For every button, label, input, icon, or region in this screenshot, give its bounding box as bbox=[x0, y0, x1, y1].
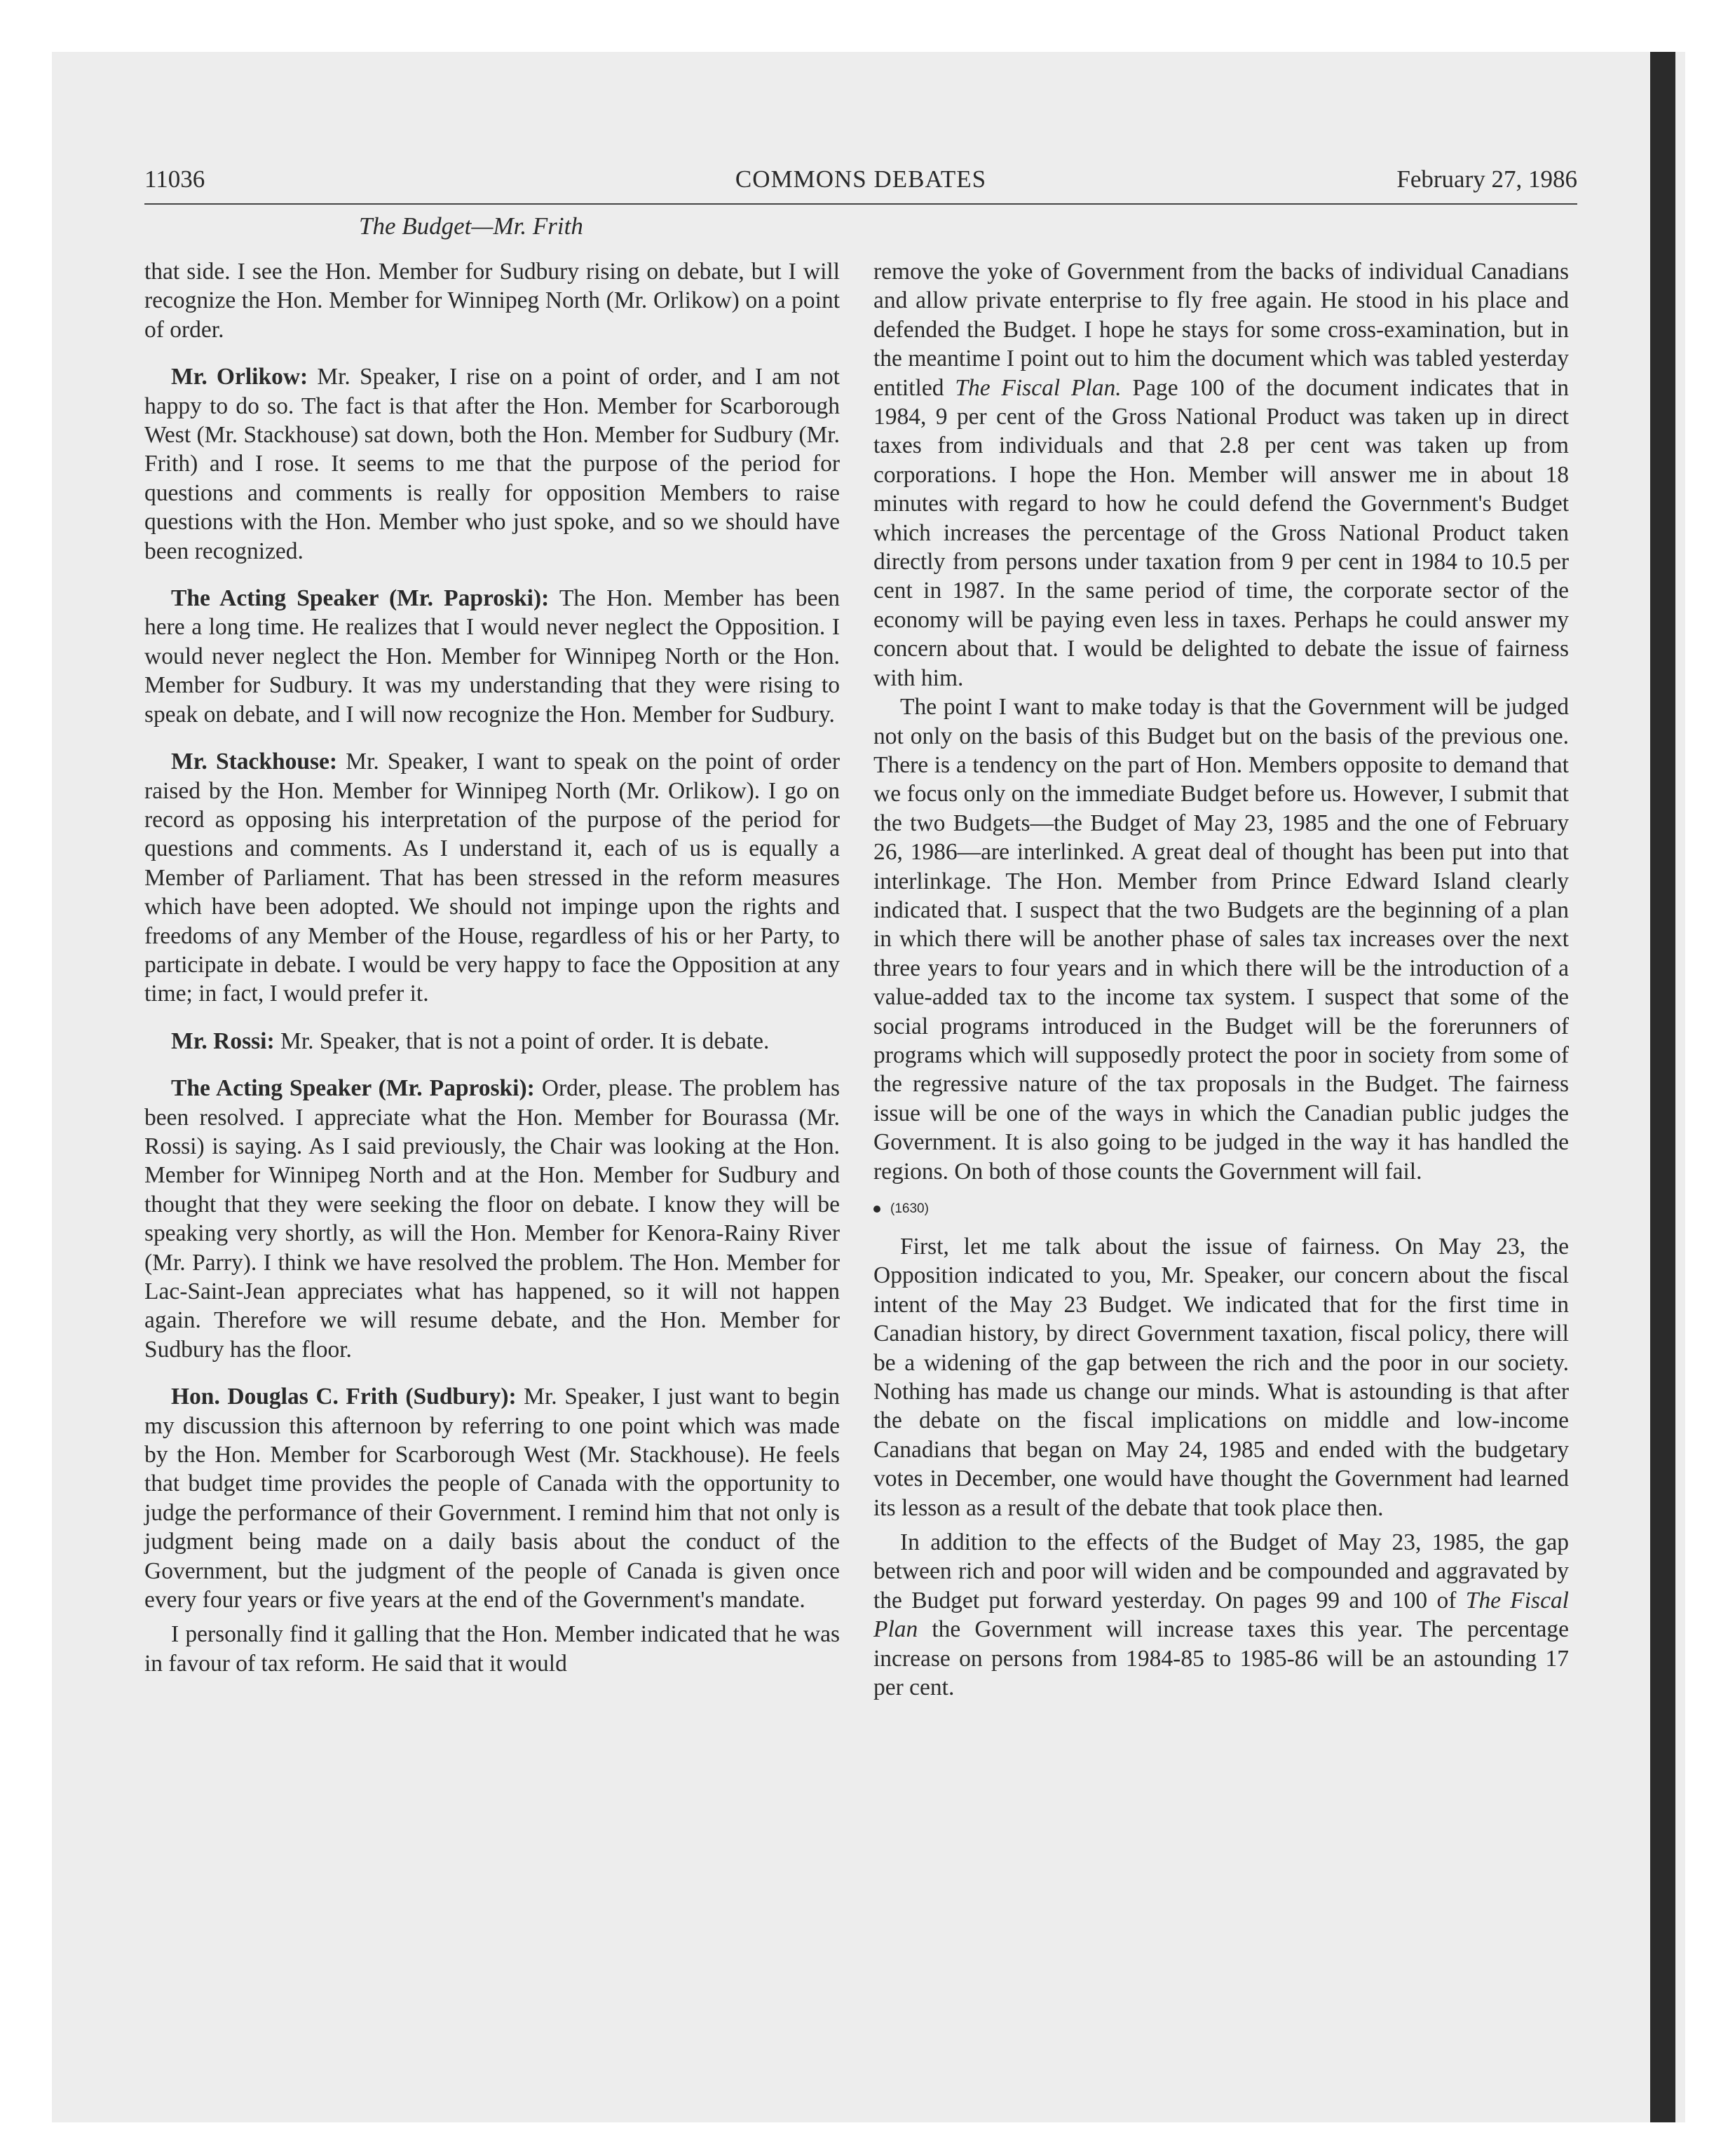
page-edge-shadow bbox=[1650, 52, 1675, 2122]
speech-acting-speaker bbox=[144, 584, 840, 729]
time-marker bbox=[873, 1199, 1569, 1220]
speech-text: The Hon. Member has been here a long time. He realizes that I would never neglect the Opposition. I would never neglect the Hon. Member for Winnipeg North or the Hon. Member for Sudbury. It was my understanding that they were rising to speak on debate, and I will now recognize the Hon. Member for Sudbury. bbox=[144, 585, 840, 728]
speaker-name: Mr. Orlikow: bbox=[171, 364, 308, 390]
speech-text: Mr. Speaker, I just want to begin my discussion this afternoon by referring to one point which was made by the Hon. Member for Scarborough West (Mr. Stackhouse). He feels that budget time provides the people of Canada with the opportunity to judge the performance of their Government. I remind him that not only is judgment being made on a daily basis about the conduct of the Government, but the judgment of the people of Canada is given once every four years or five years at the end of the Government's mandate. bbox=[144, 1384, 840, 1613]
paragraph bbox=[873, 257, 1569, 692]
speaker-name: Hon. Douglas C. Frith (Sudbury): bbox=[171, 1384, 517, 1410]
speaker-name: The Acting Speaker (Mr. Paproski): bbox=[171, 585, 550, 612]
text-run: remove the yoke of Government from the backs of individual Canadians and allow private enterprise to fly free again. He stood in his place and defended the Budget. I hope he stays for some cross-examination, but in the meantime I point out to him the document which was tabled yesterday entitled bbox=[873, 259, 1569, 401]
text-run: Page 100 of the document indicates that in 1984, 9 per cent of the Gross National Product was taken up in direct taxes from individuals and that 2.8 per cent was taken up from corporations. I hope the Hon. Member will answer me in about 18 minutes with regard to how he could defend the Government's Budget which increases the percentage of the Gross National Product taken directly from persons under taxation from 9 per cent in 1984 to 10.5 per cent in 1987. In the same period of time, the corporate sector of the economy will be paying even less in taxes. Perhaps he could answer my concern about that. I would be delighted to debate the issue of fairness with him. bbox=[873, 374, 1569, 691]
speech-orlikow bbox=[144, 362, 840, 566]
section-title: The Budget—Mr. Frith bbox=[359, 212, 583, 240]
paragraph bbox=[873, 1528, 1569, 1702]
right-column bbox=[873, 257, 1569, 1703]
time-marker-label: (1630) bbox=[890, 1201, 929, 1216]
paragraph: First, let me talk about the issue of fairness. On May 23, the Opposition indicated to you, Mr. Speaker, our concern about the fiscal intent of the May 23 Budget. We indicated that for the first time in Canadian history, by direct Government taxation, fiscal policy, there will be a widening of the gap between the rich and the poor in our society. Nothing has made us change our minds. What is astounding is that after the debate on the fiscal implications on middle and low-income Canadians that began on May 24, 1985 and ended with the budgetary votes in December, one would have thought the Government had learned its lesson as a result of the debate that took place then. bbox=[873, 1234, 1569, 1521]
paragraph: The point I want to make today is that the Government will be judged not only on the basis of this Budget but on the basis of the previous one. There is a tendency on the part of Hon. Members opposite to demand that we focus only on the immediate Budget before us. However, I submit that the two Budgets—the Budget of May 23, 1985 and the one of February 26, 1986—are interlinked. A great deal of thought has been put into that interlinkage. The Hon. Member from Prince Edward Island clearly indicated that. I suspect that the two Budgets are the beginning of a plan in which there will be another phase of sales tax increases over the next three years to four years and in which there will be the introduction of a value-added tax to the income tax system. I suspect that some of the social programs introduced in the Budget will be the forerunners of programs which will supposedly protect the poor in society from some of the regressive nature of the tax proposals in the Budget. The fairness issue will be one of the ways in which the Canadian public judges the Government. It is also going to be judged in the way it has handled the regions. On both of those counts the Government will fail. bbox=[873, 694, 1569, 1185]
speech-stackhouse bbox=[144, 747, 840, 1009]
running-title: COMMONS DEBATES bbox=[735, 165, 987, 193]
paragraph: I personally find it galling that the Hon. Member indicated that he was in favour of tax reform. He said that it would bbox=[144, 1621, 840, 1677]
page-header bbox=[144, 161, 1577, 205]
speech-acting-speaker-2 bbox=[144, 1074, 840, 1364]
paragraph: that side. I see the Hon. Member for Sudbury rising on debate, but I will recognize the Hon. Member for Winnipeg North (Mr. Orlikow) on a point of order. bbox=[144, 259, 840, 343]
text-run: In addition to the effects of the Budget of May 23, 1985, the gap between rich and poor will widen and be compounded and aggravated by the Budget put forward yesterday. On pages 99 and 100 of bbox=[873, 1529, 1569, 1613]
speaker-name: The Acting Speaker (Mr. Paproski): bbox=[171, 1075, 535, 1102]
document-title-italic: The Fiscal Plan bbox=[873, 1587, 1569, 1643]
header-date: February 27, 1986 bbox=[1396, 165, 1577, 193]
speaker-name: Mr. Stackhouse: bbox=[171, 749, 338, 775]
document-title-italic: The Fiscal Plan. bbox=[955, 374, 1122, 401]
speech-rossi bbox=[144, 1027, 840, 1056]
speech-text: Mr. Speaker, I rise on a point of order, and I am not happy to do so. The fact is that after the Hon. Member for Scarborough West (Mr. Stackhouse) sat down, both the Hon. Member for Sudbury (Mr. Frith) and I rose. It seems to me that the purpose of the period for questions and comments is really for opposition Members to raise questions with the Hon. Member who just spoke, and so we should have been recognized. bbox=[144, 364, 840, 564]
bullet-icon bbox=[873, 1206, 880, 1213]
page-number: 11036 bbox=[144, 165, 205, 193]
speech-text: Mr. Speaker, that is not a point of order. It is debate. bbox=[274, 1028, 770, 1054]
speech-text: Mr. Speaker, I want to speak on the point of order raised by the Hon. Member for Winnipeg North (Mr. Orlikow). I go on record as opposing his interpretation of the purpose of the period for questions and comments. As I understand it, each of us is equally a Member of Parliament. That has been stressed in the reform measures which have been adopted. We should not impinge upon the rights and freedoms of any Member of the House, regardless of his or her Party, to participate in debate. I would be very happy to face the Opposition at any time; in fact, I would prefer it. bbox=[144, 749, 840, 1007]
speaker-name: Mr. Rossi: bbox=[171, 1028, 275, 1054]
speech-text: Order, please. The problem has been resolved. I appreciate what the Hon. Member for Bourassa (Mr. Rossi) is saying. As I said previously, the Chair was looking at the Hon. Member for Winnipeg North and at the Hon. Member for Sudbury and thought that they were seeking the floor on debate. I know they will be speaking very shortly, as will the Hon. Member for Kenora-Rainy River (Mr. Parry). I think we have resolved the problem. The Hon. Member for Lac-Saint-Jean appreciates what has happened, so it will not happen again. Therefore we will resume debate, and the Hon. Member for Sudbury has the floor. bbox=[144, 1075, 840, 1363]
speech-frith bbox=[144, 1382, 840, 1614]
text-run: the Government will increase taxes this year. The percentage increase on persons from 1984-85 to 1985-86 will be an astounding 17 per cent. bbox=[873, 1616, 1569, 1701]
left-column bbox=[144, 257, 840, 1678]
